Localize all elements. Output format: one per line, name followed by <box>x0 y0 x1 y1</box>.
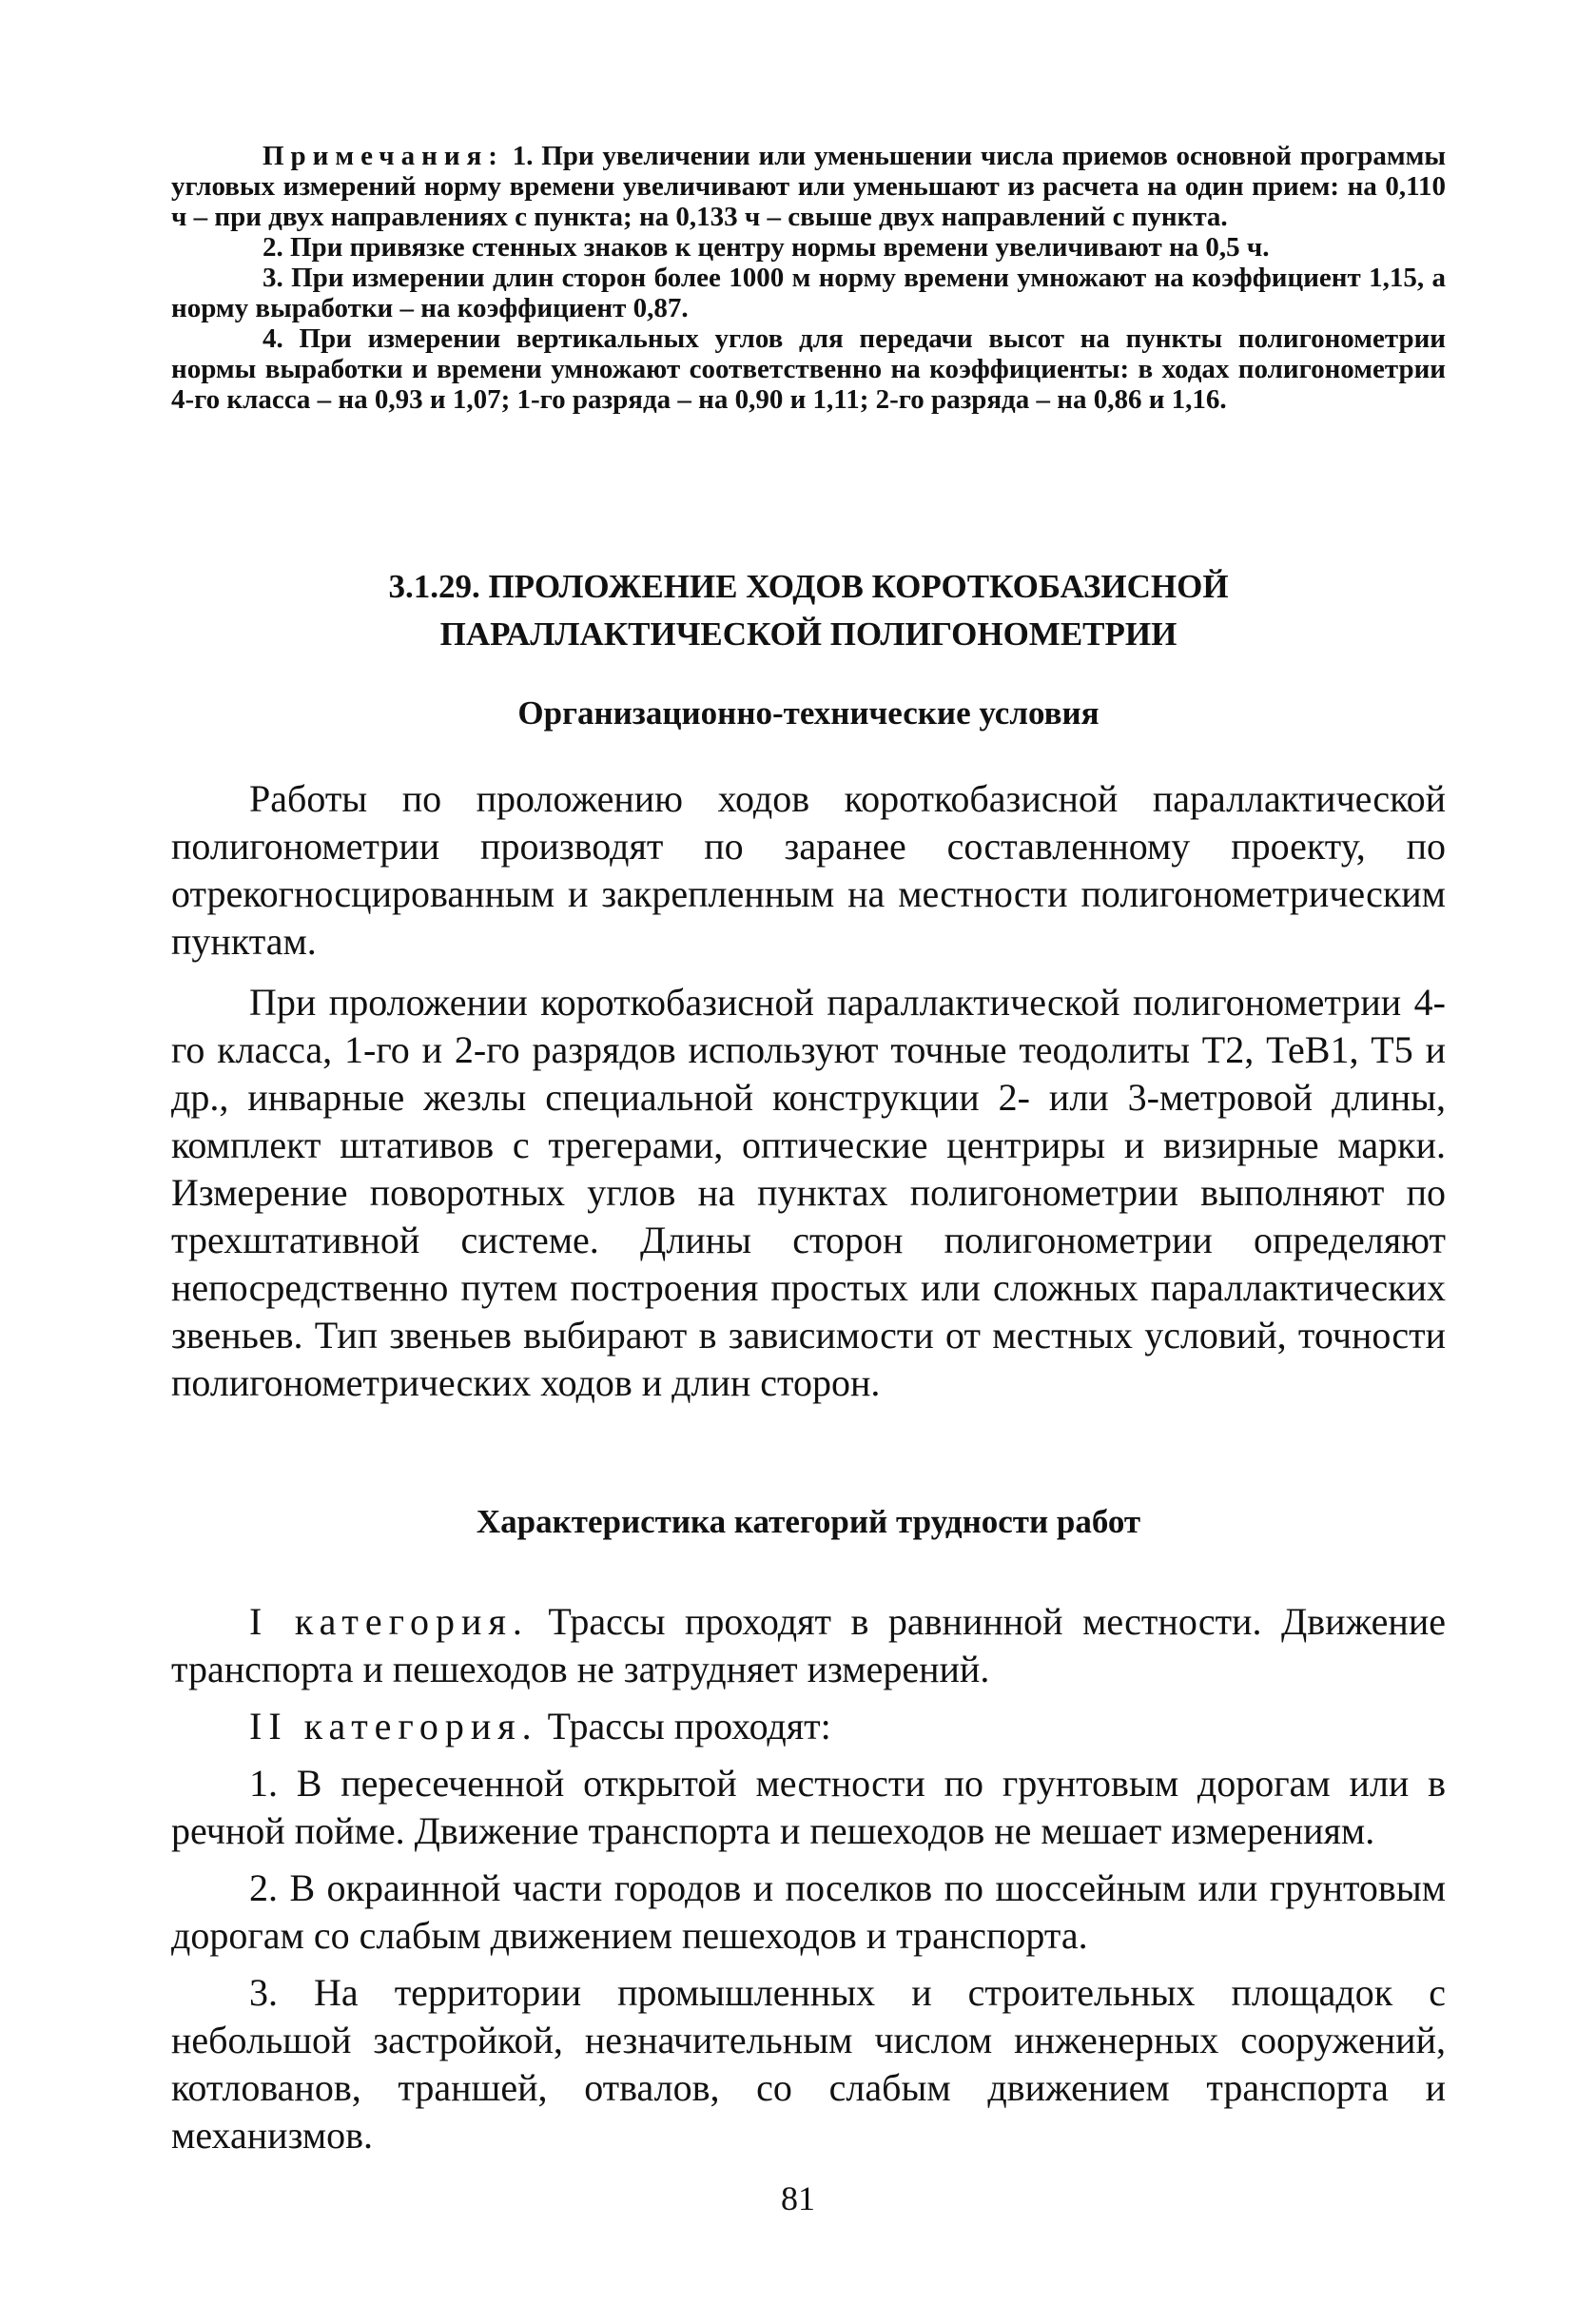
category-2-item-1: 1. В пересеченной открытой местности по грунтовым дорогам или в речной пойме. Движение транспорта и пешеходов не мешает измерениям. <box>171 1762 1446 1852</box>
org-conditions-heading: Организационно-технические условия <box>517 694 1100 732</box>
categories-body <box>171 1598 1446 2169</box>
category-2-text: Трассы проходят: <box>547 1705 831 1748</box>
section-title <box>171 563 1446 658</box>
category-2-item-2: 2. В окраинной части городов и поселков по шоссейным или грунтовым дорогам со слабым движением пешеходов и транспорта. <box>171 1866 1446 1957</box>
section-title-line-1: 3.1.29. ПРОЛОЖЕНИЕ ХОДОВ КОРОТКОБАЗИСНОЙ <box>388 568 1229 605</box>
note-2: 2. При привязке стенных знаков к центру нормы времени увеличивают на 0,5 ч. <box>263 232 1270 263</box>
org-conditions-body <box>171 775 1446 1420</box>
notes-label: Примечания: <box>263 141 504 171</box>
org-paragraph-2: При проложении короткобазисной параллактической полигонометрии 4-го класса, 1-го и 2-го разрядов используют точные теодолиты Т2, ТеВ1, Т5 и др., инварные жезлы специальной конструкции 2- или 3-метровой длины, комплект штативов с трегерами, оптические центриры и визирные марки. Измерение поворотных углов на пунктах полигонометрии выполняют по трехштативной системе. Длины сторон полигонометрии определяют непосредственно путем построения простых или сложных параллактических звеньев. Тип звеньев выбирают в зависимости от местных условий, точности полигонометрических ходов и длин сторон. <box>171 981 1446 1404</box>
category-2-label: II категория. <box>249 1705 538 1748</box>
page-number: 81 <box>781 2179 815 2217</box>
categories-heading: Характеристика категорий трудности работ <box>476 1503 1141 1540</box>
note-3: 3. При измерении длин сторон более 1000 м норму времени умножают на коэффициент 1,15, а норму выработки – на коэффициент 0,87. <box>171 263 1446 323</box>
note-1 <box>171 141 1446 232</box>
category-1 <box>171 1598 1446 1693</box>
note-1-text: 1. При увеличении или уменьшении числа приемов основной программы угловых измерений норму времени увеличивают или уменьшают из расчета на один прием: на 0,110 ч – при двух направлениях с пункта; на 0,133 ч – свыше двух направлений с пункта. <box>171 141 1447 232</box>
category-1-label: I категория. <box>249 1600 529 1643</box>
note-4: 4. При измерении вертикальных углов для передачи высот на пункты полигонометрии нормы выработки и времени умножают соответственно на коэффициенты: в ходах полигонометрии 4-го класса – на 0,93 и 1,07; 1-го разряда – на 0,90 и 1,11; 2-го разряда – на 0,86 и 1,16. <box>171 323 1446 415</box>
category-2 <box>171 1703 1446 1750</box>
notes-block <box>171 141 1446 415</box>
org-paragraph-1: Работы по проложению ходов короткобазисной параллактической полигонометрии производят по заранее составленному проекту, по отрекогносцированным и закрепленным на местности полигонометрическим пунктам. <box>171 777 1446 963</box>
category-1-text: Трассы проходят в равнинной местности. Движение транспорта и пешеходов не затрудняет измерений. <box>171 1600 1447 1690</box>
section-title-line-2: ПАРАЛЛАКТИЧЕСКОЙ ПОЛИГОНОМЕТРИИ <box>439 615 1178 653</box>
category-2-item-3: 3. На территории промышленных и строительных площадок с небольшой застройкой, незначительным числом инженерных сооружений, котлованов, траншей, отвалов, со слабым движением транспорта и механизмов. <box>171 1971 1446 2157</box>
